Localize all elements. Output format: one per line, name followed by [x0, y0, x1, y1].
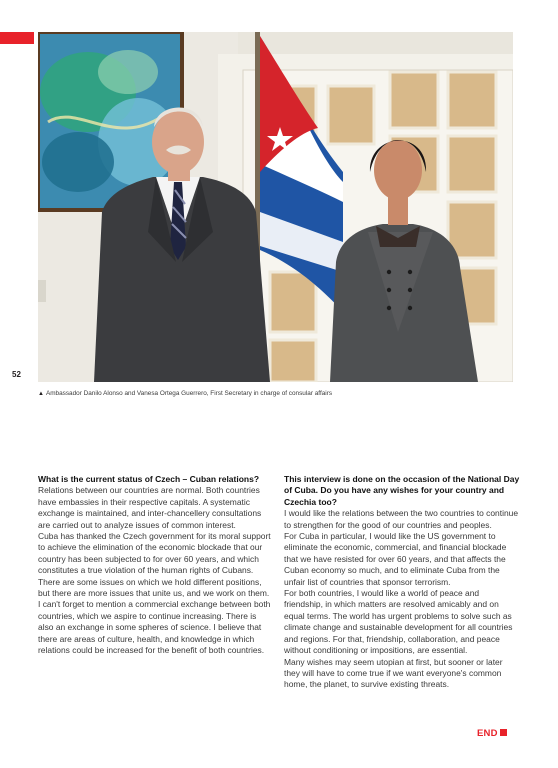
- left-column: [38, 474, 274, 657]
- right-column: [284, 474, 520, 691]
- end-marker: [477, 728, 507, 739]
- answer-paragraph: I would like the relations between the two countries to continue to strengthen for the good of our countries and peoples.: [284, 508, 519, 530]
- caption-triangle-icon: ▲: [38, 391, 44, 397]
- answer-paragraph: Cuba has thanked the Czech government for its moral support to achieve the elimination of the economic blockade that our country has been subjected to for over 60 years, and which constitutes a true violation of the human rights of Cubans.: [38, 531, 271, 576]
- end-label: END: [477, 728, 498, 739]
- answer-paragraph: Many wishes may seem utopian at first, but sooner or later they will have to come true if we want everyone's common home, the planet, to survive existing threats.: [284, 656, 503, 690]
- question-heading: This interview is done on the occasion of the National Day of Cuba. Do you have any wishes for your country and Czechia too?: [284, 474, 520, 507]
- photo-caption: [38, 390, 518, 397]
- question-heading: What is the current status of Czech – Cuban relations?: [38, 474, 260, 484]
- answer-paragraph: For both countries, I would like a world of peace and friendship, in which matters are resolved amicably and on equal terms. The world has urgent problems to solve such as climate change and sustainable development for all countries and regions. For that, friendship, collaboration, and peace without conditioning or impositions, are essential.: [284, 588, 513, 656]
- end-square-icon: [500, 729, 507, 736]
- answer-paragraph: For Cuba in particular, I would like the US government to eliminate the economic, commercial, and financial blockade that we have resisted for over 60 years, and that affects the Cuban economy so much, and to eliminate Cuba from the unfair list of countries that sponsor terrorism.: [284, 531, 507, 587]
- caption-text: Ambassador Danilo Alonso and Vanesa Ortega Guerrero, First Secretary in charge of consular affairs: [45, 390, 333, 397]
- page-number: 52: [12, 370, 21, 379]
- answer-paragraph: Relations between our countries are normal. Both countries have embassies in their respective capitals. A systematic exchange is maintained, and inter-chancellery consultations are carried out to analyze issues of common interest.: [38, 485, 262, 530]
- section-tab-marker: [0, 32, 34, 44]
- answer-paragraph: There are some issues on which we hold different positions, but there are more issues that unite us, and we work on them.: [38, 576, 270, 599]
- article-photo: [38, 32, 513, 382]
- answer-paragraph: I can't forget to mention a commercial exchange between both countries, which we aspire to continue increasing. There is also an exchange in some spheres of science. I believe that there are areas of culture, health, and knowledge in which relations could be increased for the benefit of both countries.: [38, 599, 271, 656]
